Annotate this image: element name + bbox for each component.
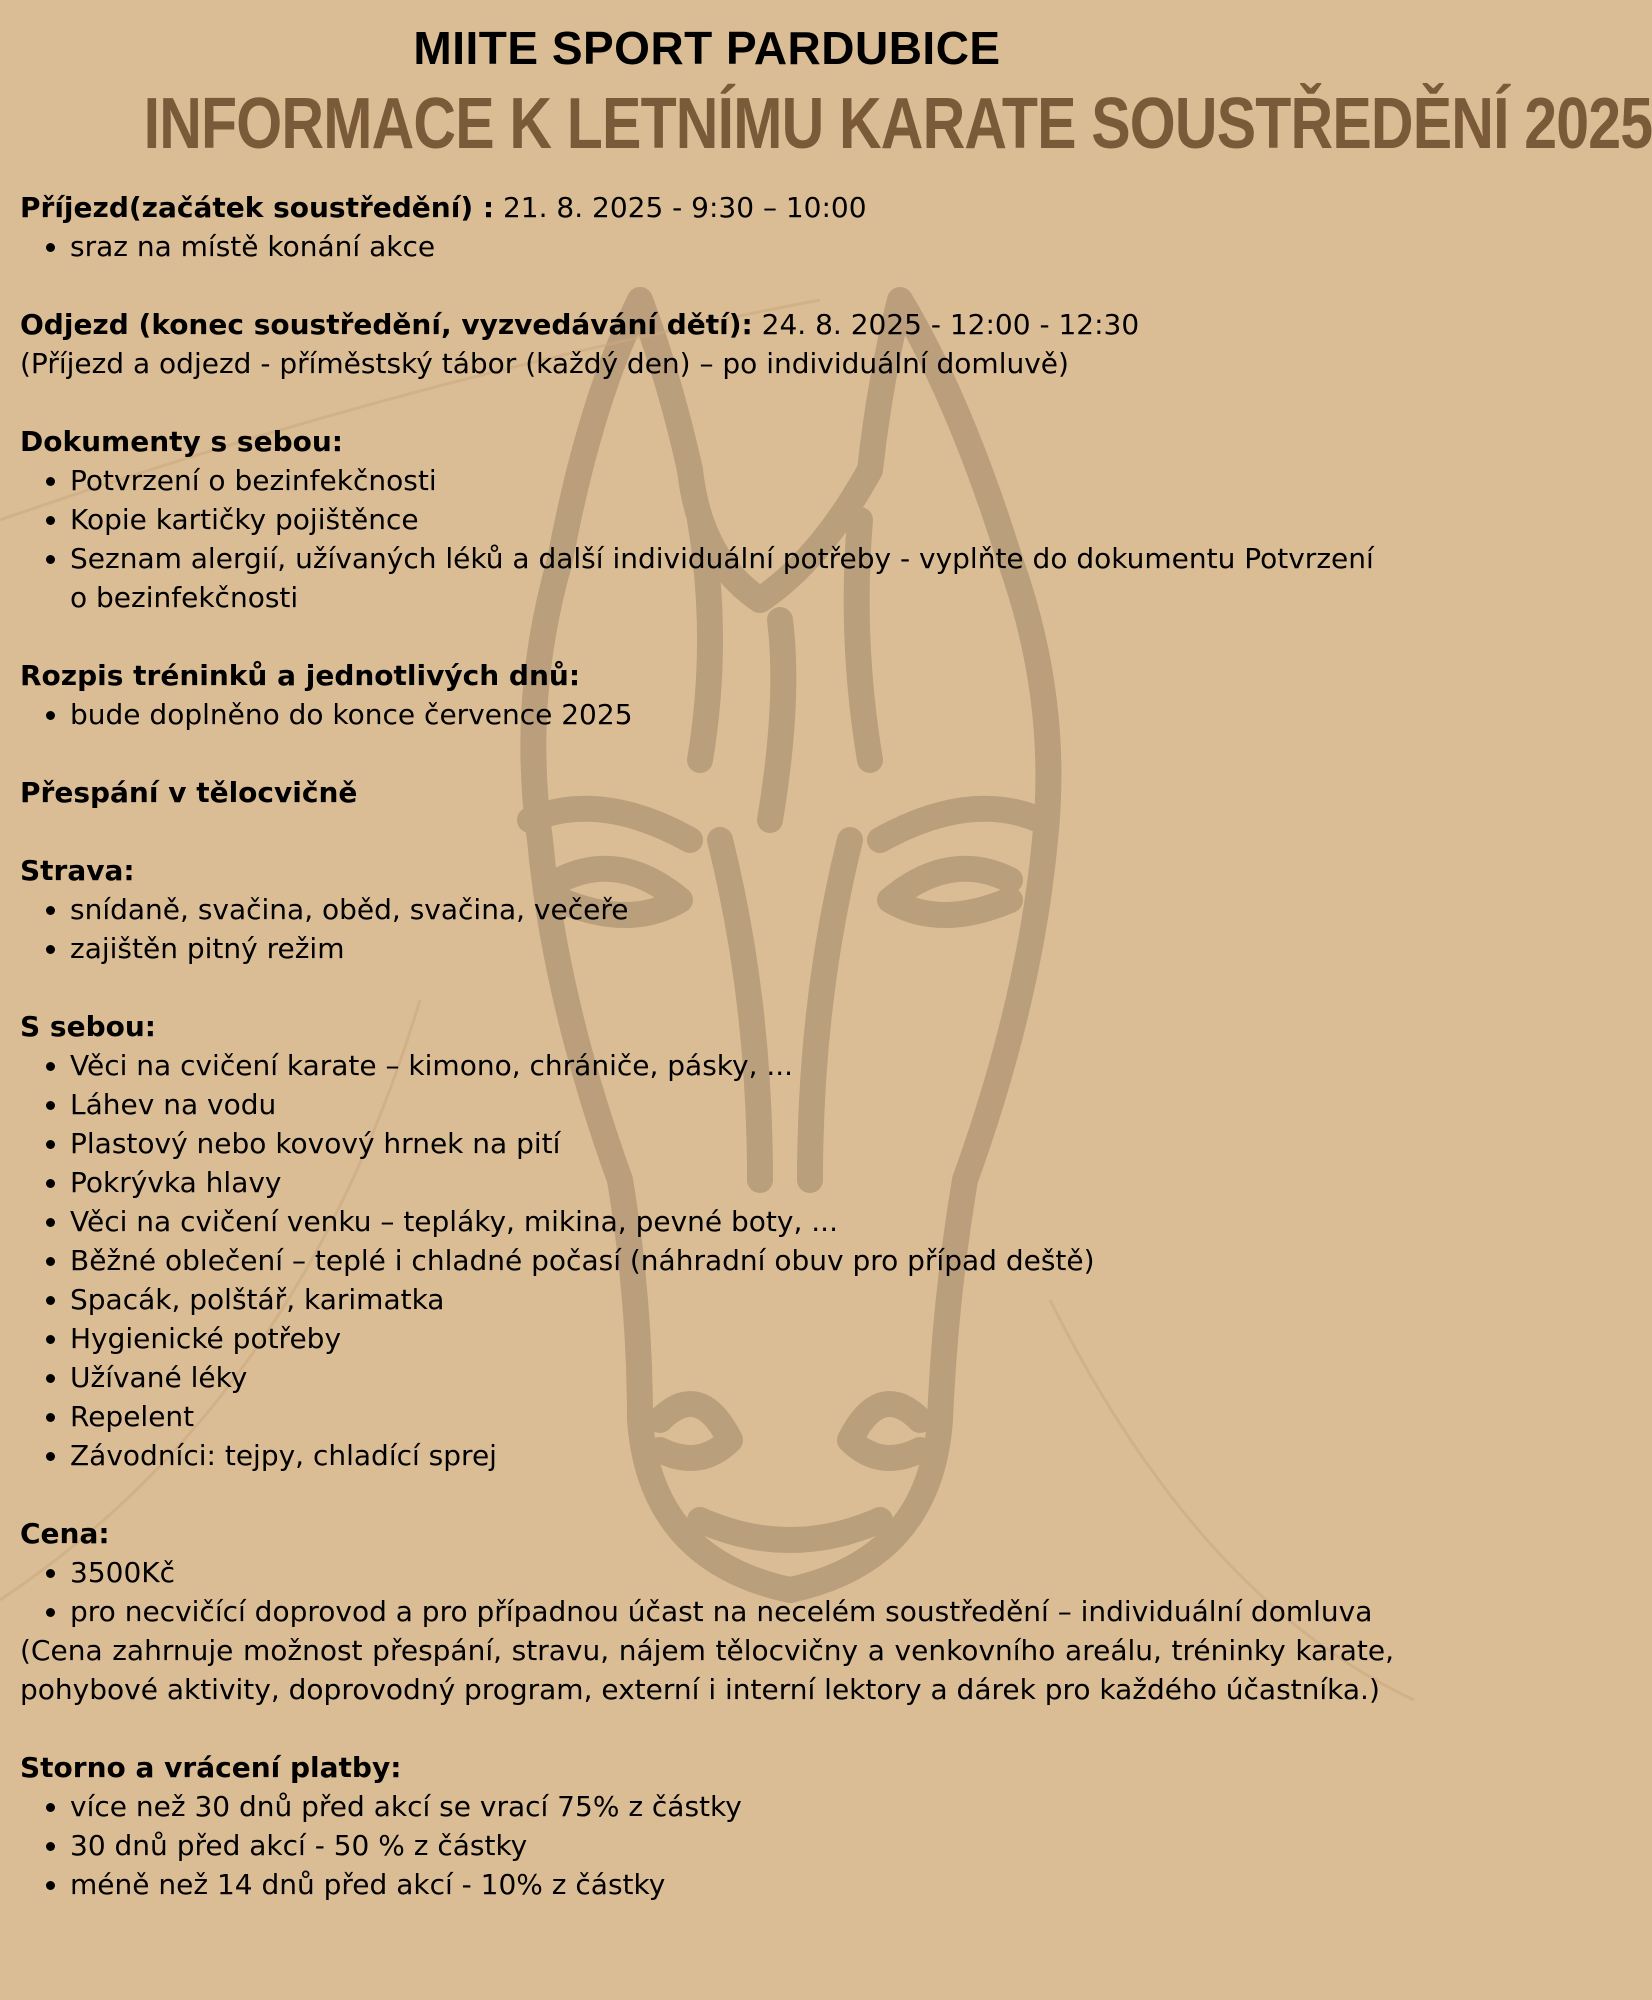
price-section [20,1514,1394,1709]
departure-line [20,305,1394,344]
arrival-value: 21. 8. 2025 - 9:30 – 10:00 [494,191,867,224]
departure-value: 24. 8. 2025 - 12:00 - 12:30 [752,308,1140,341]
documents-heading: Dokumenty s sebou: [20,425,343,458]
food-label [20,851,1394,890]
list-item: • bude doplněno do konce července 2025 [70,695,1394,734]
list-item: • pro necvičící doprovod a pro případnou účast na necelém soustředění – individuální domluva [70,1592,1394,1631]
list-item: • Kopie kartičky pojištěnce [70,500,1394,539]
cancellation-section [20,1748,1394,1904]
sleeping-label [20,773,1394,812]
food-heading: Strava: [20,854,135,887]
list-item: • méně než 14 dnů před akcí - 10% z částky [70,1865,1394,1904]
list-item: • 30 dnů před akcí - 50 % z částky [70,1826,1394,1865]
list-item: • sraz na místě konání akce [70,227,1394,266]
arrival-line [20,188,1394,227]
arrival-list [20,227,1394,266]
list-item: • Potvrzení o bezinfekčnosti [70,461,1394,500]
schedule-heading: Rozpis tréninků a jednotlivých dnů: [20,659,581,692]
schedule-list [20,695,1394,734]
organization-name: MIITE SPORT PARDUBICE [413,22,1001,74]
documents-list [20,461,1394,617]
price-heading: Cena: [20,1517,110,1550]
price-label [20,1514,1394,1553]
cancellation-list [20,1787,1394,1904]
list-item: • Věci na cvičení venku – tepláky, mikina, pevné boty, ... [70,1202,1394,1241]
bring-label [20,1007,1394,1046]
sleeping-section [20,773,1394,812]
list-item: • Hygienické potřeby [70,1319,1394,1358]
page-title: INFORMACE K LETNÍMU KARATE SOUSTŘEDĚNÍ 2025 [143,84,1652,164]
price-list [20,1553,1394,1631]
departure-label: Odjezd (konec soustředění, vyzvedávání dětí): [20,308,753,341]
list-item: • Repelent [70,1397,1394,1436]
cancellation-heading: Storno a vrácení platby: [20,1751,402,1784]
list-item: • Spacák, polštář, karimatka [70,1280,1394,1319]
list-item: • Užívané léky [70,1358,1394,1397]
list-item: • 3500Kč [70,1553,1394,1592]
sleeping-heading: Přespání v tělocvičně [20,776,358,809]
list-item: • Běžné oblečení – teplé i chladné počasí (náhradní obuv pro případ deště) [70,1241,1394,1280]
food-section [20,851,1394,968]
list-item: • Pokrývka hlavy [70,1163,1394,1202]
arrival-section [20,188,1394,266]
departure-section [20,305,1394,383]
list-item: • Plastový nebo kovový hrnek na pití [70,1124,1394,1163]
documents-label [20,422,1394,461]
bring-list [20,1046,1394,1475]
list-item: • snídaně, svačina, oběd, svačina, večeře [70,890,1394,929]
bring-section [20,1007,1394,1475]
documents-section [20,422,1394,617]
list-item: • Věci na cvičení karate – kimono, chrániče, pásky, ... [70,1046,1394,1085]
list-item: • Závodníci: tejpy, chladící sprej [70,1436,1394,1475]
food-list [20,890,1394,968]
list-item: • Seznam alergií, užívaných léků a další individuální potřeby - vyplňte do dokumentu Potvrzení o bezinfekčnosti [70,539,1394,617]
schedule-section [20,656,1394,734]
list-item: • Láhev na vodu [70,1085,1394,1124]
departure-note: (Příjezd a odjezd - příměstský tábor (každý den) – po individuální domluvě) [20,347,1069,380]
arrival-label: Příjezd(začátek soustředění) : [20,191,495,224]
schedule-label [20,656,1394,695]
bring-heading: S sebou: [20,1010,156,1043]
list-item: • zajištěn pitný režim [70,929,1394,968]
list-item: • více než 30 dnů před akcí se vrací 75% z částky [70,1787,1394,1826]
price-note: (Cena zahrnuje možnost přespání, stravu, nájem tělocvičny a venkovního areálu, tréninky karate, pohybové aktivity, doprovodný program, externí i interní lektory a dárek pro každého účastníka.) [20,1634,1394,1706]
cancellation-label [20,1748,1394,1787]
